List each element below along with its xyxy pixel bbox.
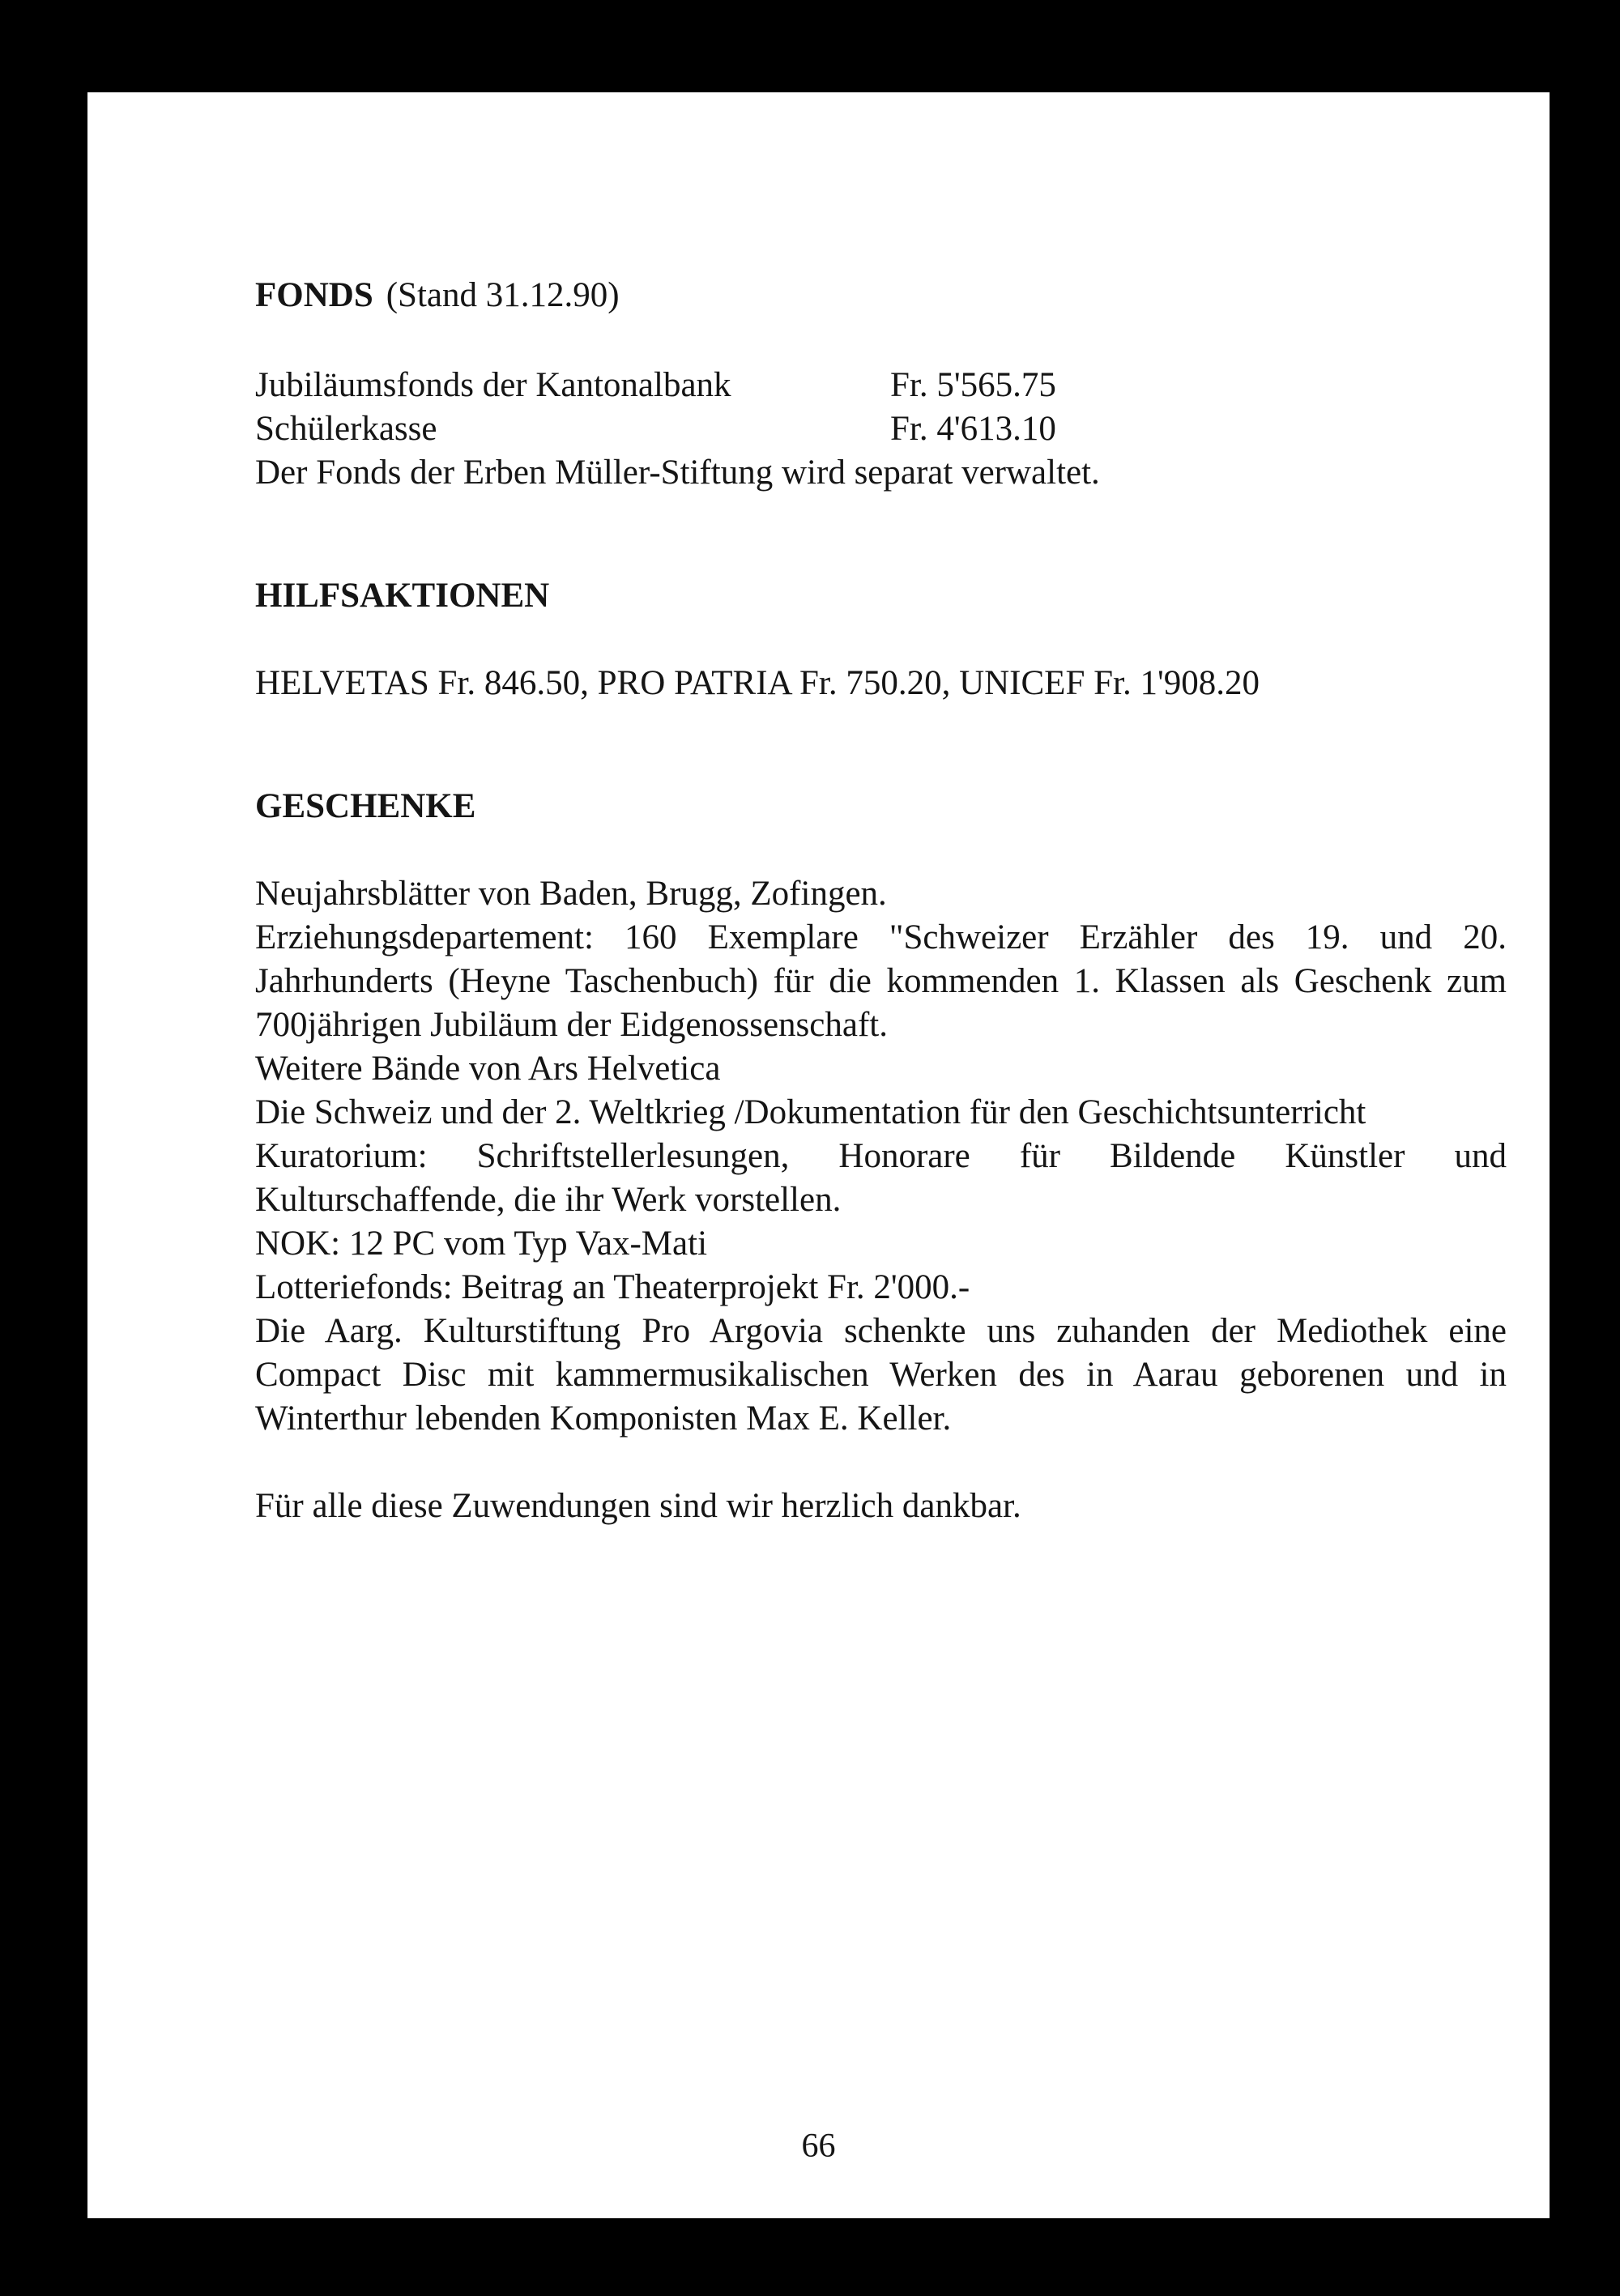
geschenke-item: Die Schweiz und der 2. Weltkrieg /Dokumentation für den Geschichtsunterricht <box>255 1093 1366 1131</box>
fonds-row-amount: Fr. 4'613.10 <box>890 410 1056 448</box>
geschenke-item: Weitere Bände von Ars Helvetica <box>255 1050 721 1088</box>
fonds-title: FONDS <box>255 276 373 314</box>
geschenke-item: Erziehungsdepartement: 160 Exemplare "Schweizer Erzähler des 19. und 20. Jahrhunderts (Heyne Taschenbuch) für die kommenden 1. Klassen als Geschenk zum 700jährigen Jubiläum der Eidgenossenschaft. <box>255 918 1507 1044</box>
geschenke-item: Neujahrsblätter von Baden, Brugg, Zofingen. <box>255 875 887 913</box>
fonds-row-name: Jubiläumsfonds der Kantonalbank <box>255 366 731 404</box>
geschenke-title: GESCHENKE <box>255 787 476 825</box>
geschenke-item: NOK: 12 PC vom Typ Vax-Mati <box>255 1225 708 1263</box>
hilfsaktionen-title: HILFSAKTIONEN <box>255 577 550 615</box>
geschenke-item: Die Aarg. Kulturstiftung Pro Argovia schenkte uns zuhanden der Mediothek eine Compact Disc mit kammermusikalischen Werken des in Aarau geborenen und in Winterthur lebenden Komponisten Max E. Keller. <box>255 1312 1507 1438</box>
page-number: 66 <box>801 2128 836 2165</box>
fonds-row-amount: Fr. 5'565.75 <box>890 366 1056 404</box>
page-content <box>255 274 1507 1528</box>
fonds-heading <box>255 274 1507 317</box>
section-spacer <box>255 705 1507 785</box>
fonds-table <box>255 364 1507 495</box>
section-spacer <box>255 495 1507 574</box>
fonds-row-name: Schülerkasse <box>255 410 437 448</box>
geschenke-item: Kuratorium: Schriftstellerlesungen, Honorare für Bildende Künstler und Kulturschaffende, die ihr Werk vorstellen. <box>255 1137 1507 1219</box>
thanks-note: Für alle diese Zuwendungen sind wir herzlich dankbar. <box>255 1487 1021 1525</box>
geschenke-list <box>255 872 1507 1441</box>
geschenke-item: Lotteriefonds: Beitrag an Theaterprojekt Fr. 2'000.- <box>255 1268 970 1306</box>
fonds-stand: (Stand 31.12.90) <box>386 276 620 314</box>
document-page <box>87 92 1550 2218</box>
hilfsaktionen-text: HELVETAS Fr. 846.50, PRO PATRIA Fr. 750.20, UNICEF Fr. 1'908.20 <box>255 664 1260 702</box>
fonds-row <box>255 407 1507 451</box>
fonds-note: Der Fonds der Erben Müller-Stiftung wird separat verwaltet. <box>255 454 1100 492</box>
fonds-row <box>255 364 1507 407</box>
